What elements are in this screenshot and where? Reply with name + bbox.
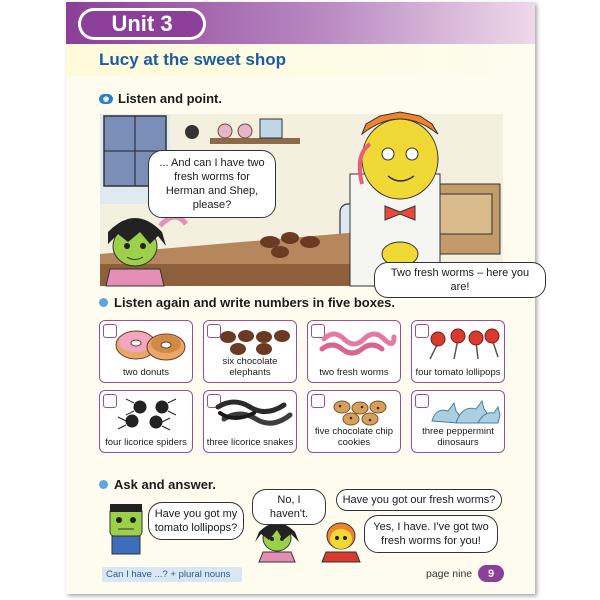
listen-heading bbox=[99, 91, 222, 106]
worms-icon bbox=[318, 327, 398, 357]
answer-bubble-1: No, I haven't. bbox=[252, 489, 326, 525]
lucy-speech-bubble: ... And can I have two fresh worms for Herman and Shep, please? bbox=[148, 150, 276, 218]
ask-heading bbox=[99, 477, 216, 492]
listen-heading-text: Listen and point. bbox=[118, 91, 222, 106]
spider-decoration bbox=[185, 125, 199, 139]
grammar-focus: Can I have ...? + plural nouns bbox=[102, 567, 242, 582]
answer-box-licorice-snakes bbox=[203, 390, 297, 453]
chocolate-elephants-icon bbox=[214, 327, 294, 357]
box-label: four licorice spiders bbox=[105, 437, 187, 448]
shopkeeper-speech-bubble: Two fresh worms – here you are! bbox=[374, 262, 546, 298]
question-bubble-1: Have you got my tomato lollipops? bbox=[148, 502, 244, 540]
bullet-icon bbox=[99, 298, 108, 307]
answer-box-cookies bbox=[307, 390, 401, 453]
ask-heading-text: Ask and answer. bbox=[114, 477, 216, 492]
unit-label: Unit 3 bbox=[81, 11, 203, 37]
spiders-icon bbox=[110, 397, 190, 431]
answer-box-chocolate-elephants bbox=[203, 320, 297, 383]
box-label: six chocolate elephants bbox=[222, 356, 278, 378]
page-title: Lucy at the sweet shop bbox=[99, 50, 287, 69]
question-bubble-2: Have you got our fresh worms? bbox=[336, 489, 502, 511]
page-number-badge: 9 bbox=[478, 565, 504, 582]
unit-badge bbox=[78, 8, 206, 40]
sweet-shop-illustration bbox=[100, 114, 530, 293]
box-label: five chocolate chip cookies bbox=[314, 426, 394, 448]
box-label: three peppermint dinosaurs bbox=[422, 426, 494, 448]
textbook-page bbox=[66, 2, 535, 594]
monster-character bbox=[104, 502, 150, 554]
answer-box-peppermint-dinosaurs bbox=[411, 390, 505, 453]
cookies-icon bbox=[318, 397, 398, 427]
snakes-icon bbox=[214, 397, 294, 427]
page-number-words: page nine bbox=[426, 568, 473, 580]
dinosaurs-icon bbox=[422, 397, 502, 427]
answer-box-fresh-worms bbox=[307, 320, 401, 383]
answer-box-tomato-lollipops bbox=[411, 320, 505, 383]
answer-box-donuts bbox=[99, 320, 193, 383]
cd-track-icon: ◉ bbox=[99, 94, 113, 104]
box-label: two fresh worms bbox=[319, 367, 389, 378]
box-label: three licorice snakes bbox=[206, 437, 294, 448]
answer-box-licorice-spiders bbox=[99, 390, 193, 453]
write-heading-text: Listen again and write numbers in five boxes. bbox=[114, 295, 396, 310]
box-label: four tomato lollipops bbox=[415, 367, 501, 378]
bullet-icon bbox=[99, 480, 108, 489]
donuts-icon bbox=[110, 327, 190, 365]
box-label: two donuts bbox=[123, 367, 169, 378]
child-character bbox=[316, 514, 366, 562]
write-heading bbox=[99, 295, 395, 310]
answer-bubble-2: Yes, I have. I've got two fresh worms for you! bbox=[364, 515, 498, 553]
lollipops-icon bbox=[422, 327, 502, 361]
